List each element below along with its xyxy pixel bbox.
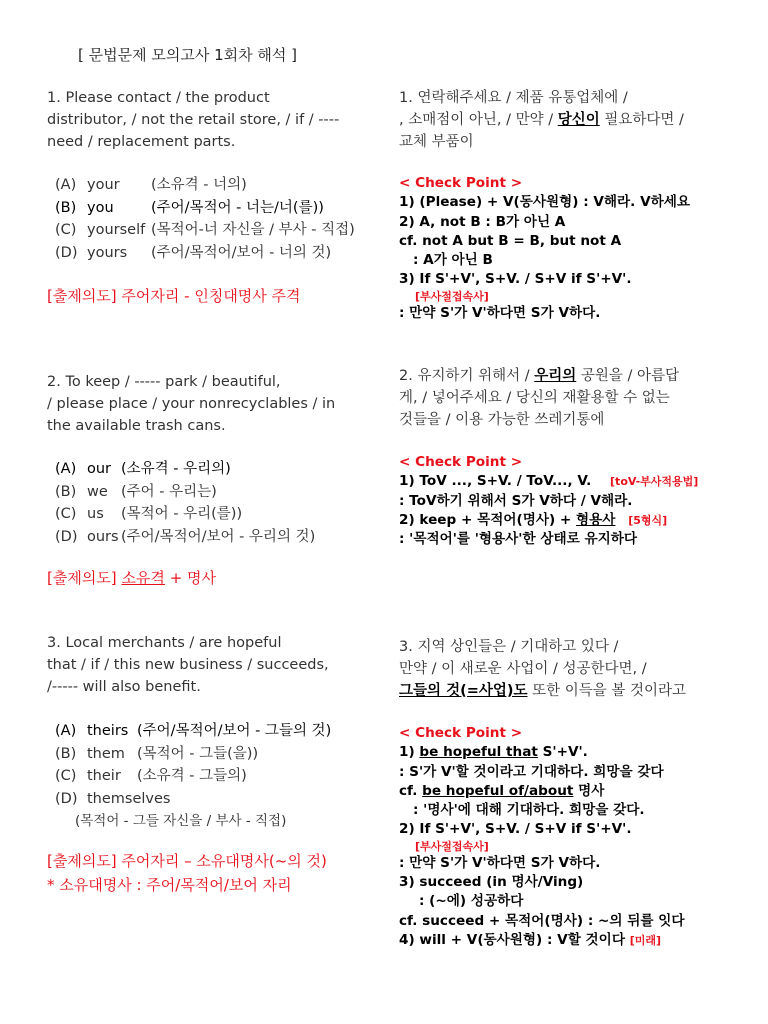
- translation-2: [399, 365, 744, 431]
- option-b-answer: [55, 197, 355, 220]
- check-line: : 만약 S'가 V'하다면 S가 V하다.: [399, 854, 601, 871]
- translation-line: 교체 부품이: [399, 134, 474, 150]
- option-word: yours: [87, 244, 128, 261]
- question-line: that / if / this new business / succeeds,: [47, 657, 329, 673]
- check-line: : (~에) 성공하다: [419, 893, 524, 910]
- translation-part: 필요하다면 /: [599, 112, 684, 128]
- translation-line: 3. 지역 상인들은 / 기대하고 있다 /: [399, 639, 619, 655]
- check-line: 3) If S'+V', S+V. / S+V if S'+V'.: [399, 271, 632, 288]
- question-line: /----- will also benefit.: [47, 679, 201, 695]
- option-desc: (주어/목적어/보어 - 우리의 것): [121, 528, 316, 545]
- option-word: yourself: [87, 222, 146, 238]
- check-point-3: [399, 724, 685, 950]
- option-key: (D): [55, 790, 78, 807]
- option-d: [55, 242, 355, 265]
- translation-part: 또한 이득을 볼 것이라고: [527, 683, 687, 699]
- check-text: 2) keep + 목적어(명사) +: [399, 511, 577, 528]
- option-d: [55, 788, 331, 811]
- option-key: (B): [55, 745, 77, 762]
- check-highlight: be hopeful that: [419, 744, 538, 761]
- option-word: you: [87, 199, 114, 216]
- option-desc: (주어 - 우리는): [121, 483, 217, 500]
- option-a-answer: [55, 720, 331, 743]
- grammar-tag: [toV-부사적용법]: [610, 475, 699, 489]
- check-line: [399, 743, 685, 762]
- intent-text: + 명사: [164, 569, 217, 587]
- question-3-text: [47, 632, 377, 698]
- option-c: [55, 503, 315, 526]
- check-line: : '목적어'를 '형용사'한 상태로 유지하다: [399, 531, 637, 548]
- question-1-options: [55, 174, 355, 264]
- question-line: distributor, / not the retail store, / if / ----: [47, 112, 340, 128]
- translation-3: [399, 636, 744, 702]
- option-key: (D): [55, 244, 78, 261]
- option-key: (A): [55, 723, 77, 739]
- translation-line: 게, / 넣어주세요 / 당신의 재활용할 수 없는: [399, 390, 670, 406]
- question-line: / please place / your nonrecyclables / in: [47, 396, 336, 412]
- translation-line: [399, 680, 744, 702]
- translation-highlight: 그들의 것(=사업)도: [399, 683, 528, 699]
- option-c: [55, 765, 331, 788]
- check-line: cf. not A but B = B, but not A: [399, 232, 622, 249]
- option-desc: (주어/목적어 - 너는/너(를)): [151, 199, 324, 216]
- option-word: us: [87, 506, 104, 522]
- option-word: their: [87, 768, 121, 784]
- check-point-2: [399, 453, 698, 549]
- translation-part: , 소매점이 아닌, / 만약 /: [399, 112, 558, 128]
- check-point-header: < Check Point >: [399, 454, 523, 470]
- question-1-intent: [출제의도] 주어자리 - 인칭대명사 주격: [47, 287, 301, 305]
- option-a-answer: [55, 458, 315, 481]
- translation-line: [399, 109, 744, 131]
- option-word: themselves: [87, 790, 171, 807]
- check-text: 1) ToV ..., S+V. / ToV..., V.: [399, 473, 592, 490]
- translation-line: 것들을 / 이용 가능한 쓰레기통에: [399, 412, 605, 428]
- question-line: need / replacement parts.: [47, 134, 236, 150]
- translation-part: 2. 유지하기 위해서 /: [399, 368, 535, 384]
- option-word: them: [87, 745, 125, 762]
- check-line: 3) succeed (in 명사/Ving): [399, 874, 584, 891]
- question-3-options: [55, 720, 331, 833]
- check-line: : A가 아닌 B: [413, 252, 493, 269]
- option-a: [55, 174, 355, 197]
- check-line: : ToV하기 위해서 S가 V하다 / V해라.: [399, 492, 633, 509]
- question-3-intent: [47, 849, 327, 897]
- option-desc: (소유격 - 너의): [151, 177, 247, 193]
- check-text: S'+V'.: [537, 744, 588, 761]
- translation-line: 만약 / 이 새로운 사업이 / 성공한다면, /: [399, 661, 647, 677]
- check-point-header: < Check Point >: [399, 175, 523, 191]
- translation-highlight: 당신이: [557, 112, 600, 128]
- translation-1: [399, 87, 744, 153]
- intent-line: [출제의도] 주어자리 – 소유대명사(~의 것): [47, 852, 327, 870]
- question-line: 2. To keep / ----- park / beautiful,: [47, 374, 281, 390]
- option-b: [55, 481, 315, 504]
- option-key: (C): [55, 506, 77, 522]
- option-b: [55, 743, 331, 766]
- question-2-options: [55, 458, 315, 548]
- option-key: (B): [55, 199, 77, 216]
- translation-line: 1. 연락해주세요 / 제품 유통업체에 /: [399, 90, 628, 106]
- check-point-header: < Check Point >: [399, 725, 523, 741]
- option-desc: (목적어-너 자신을 / 부사 - 직접): [151, 222, 355, 238]
- check-line: cf. succeed + 목적어(명사) : ~의 뒤를 잇다: [399, 912, 685, 929]
- option-key: (B): [55, 483, 77, 500]
- option-word: theirs: [87, 723, 129, 739]
- option-key: (D): [55, 528, 78, 545]
- grammar-tag: [미래]: [629, 933, 661, 947]
- option-desc: (목적어 - 그들 자신을 / 부사 - 직접): [75, 813, 287, 829]
- translation-highlight: 우리의: [534, 368, 577, 384]
- grammar-tag: [부사절접속사]: [415, 839, 489, 853]
- question-line: 3. Local merchants / are hopeful: [47, 635, 282, 651]
- option-desc: (목적어 - 우리(를)): [121, 506, 243, 522]
- grammar-tag: [부사절접속사]: [415, 289, 489, 303]
- check-highlight: 형용사: [576, 511, 616, 528]
- option-desc: (소유격 - 우리의): [121, 461, 231, 477]
- question-2-text: [47, 371, 377, 437]
- intent-note: * 소유대명사 : 주어/목적어/보어 자리: [47, 876, 292, 894]
- check-point-1: [399, 174, 690, 323]
- option-key: (C): [55, 222, 77, 238]
- check-line: [399, 472, 698, 491]
- intent-highlight: 소유격: [121, 569, 165, 587]
- option-word: we: [87, 483, 108, 500]
- check-line: : '명사'에 대해 기대하다. 희망을 갖다.: [413, 802, 645, 819]
- check-text: 1): [399, 744, 420, 761]
- check-line: : 만약 S'가 V'하다면 S가 V하다.: [399, 304, 601, 321]
- grammar-tag: [5형식]: [628, 513, 668, 527]
- check-line: 1) (Please) + V(동사원형) : V해라. V하세요: [399, 194, 690, 211]
- check-text: 4) will + V(동사원형) : V할 것이다: [399, 931, 625, 948]
- option-desc: (주어/목적어/보어 - 그들의 것): [137, 723, 332, 739]
- option-desc: (목적어 - 그들(을)): [137, 745, 259, 762]
- question-1-text: [47, 87, 377, 153]
- check-line: [399, 782, 685, 801]
- option-word: our: [87, 461, 112, 477]
- question-2-intent: [47, 566, 216, 590]
- option-key: (A): [55, 461, 77, 477]
- page-title: [ 문법문제 모의고사 1회차 해석 ]: [78, 46, 297, 64]
- translation-line: [399, 365, 744, 387]
- intent-label: [출제의도]: [47, 569, 122, 587]
- translation-part: 공원을 / 아름답: [576, 368, 680, 384]
- check-line: : S'가 V'할 것이라고 기대하다. 희망을 갖다: [399, 763, 664, 780]
- option-desc: (주어/목적어/보어 - 너의 것): [151, 244, 332, 261]
- option-key: (C): [55, 768, 77, 784]
- check-text: 명사: [573, 782, 605, 799]
- option-d: [55, 526, 315, 549]
- option-word: your: [87, 177, 120, 193]
- option-desc: (소유격 - 그들의): [137, 768, 247, 784]
- check-line: [399, 931, 685, 950]
- option-c: [55, 219, 355, 242]
- check-line: [399, 511, 698, 530]
- check-line: 2) A, not B : B가 아닌 A: [399, 213, 566, 230]
- option-word: ours: [87, 528, 119, 545]
- option-key: (A): [55, 177, 77, 193]
- question-line: the available trash cans.: [47, 418, 226, 434]
- check-text: cf.: [399, 782, 423, 799]
- question-line: 1. Please contact / the product: [47, 90, 270, 106]
- check-line: 2) If S'+V', S+V. / S+V if S'+V'.: [399, 821, 632, 838]
- check-highlight: be hopeful of/about: [422, 782, 574, 799]
